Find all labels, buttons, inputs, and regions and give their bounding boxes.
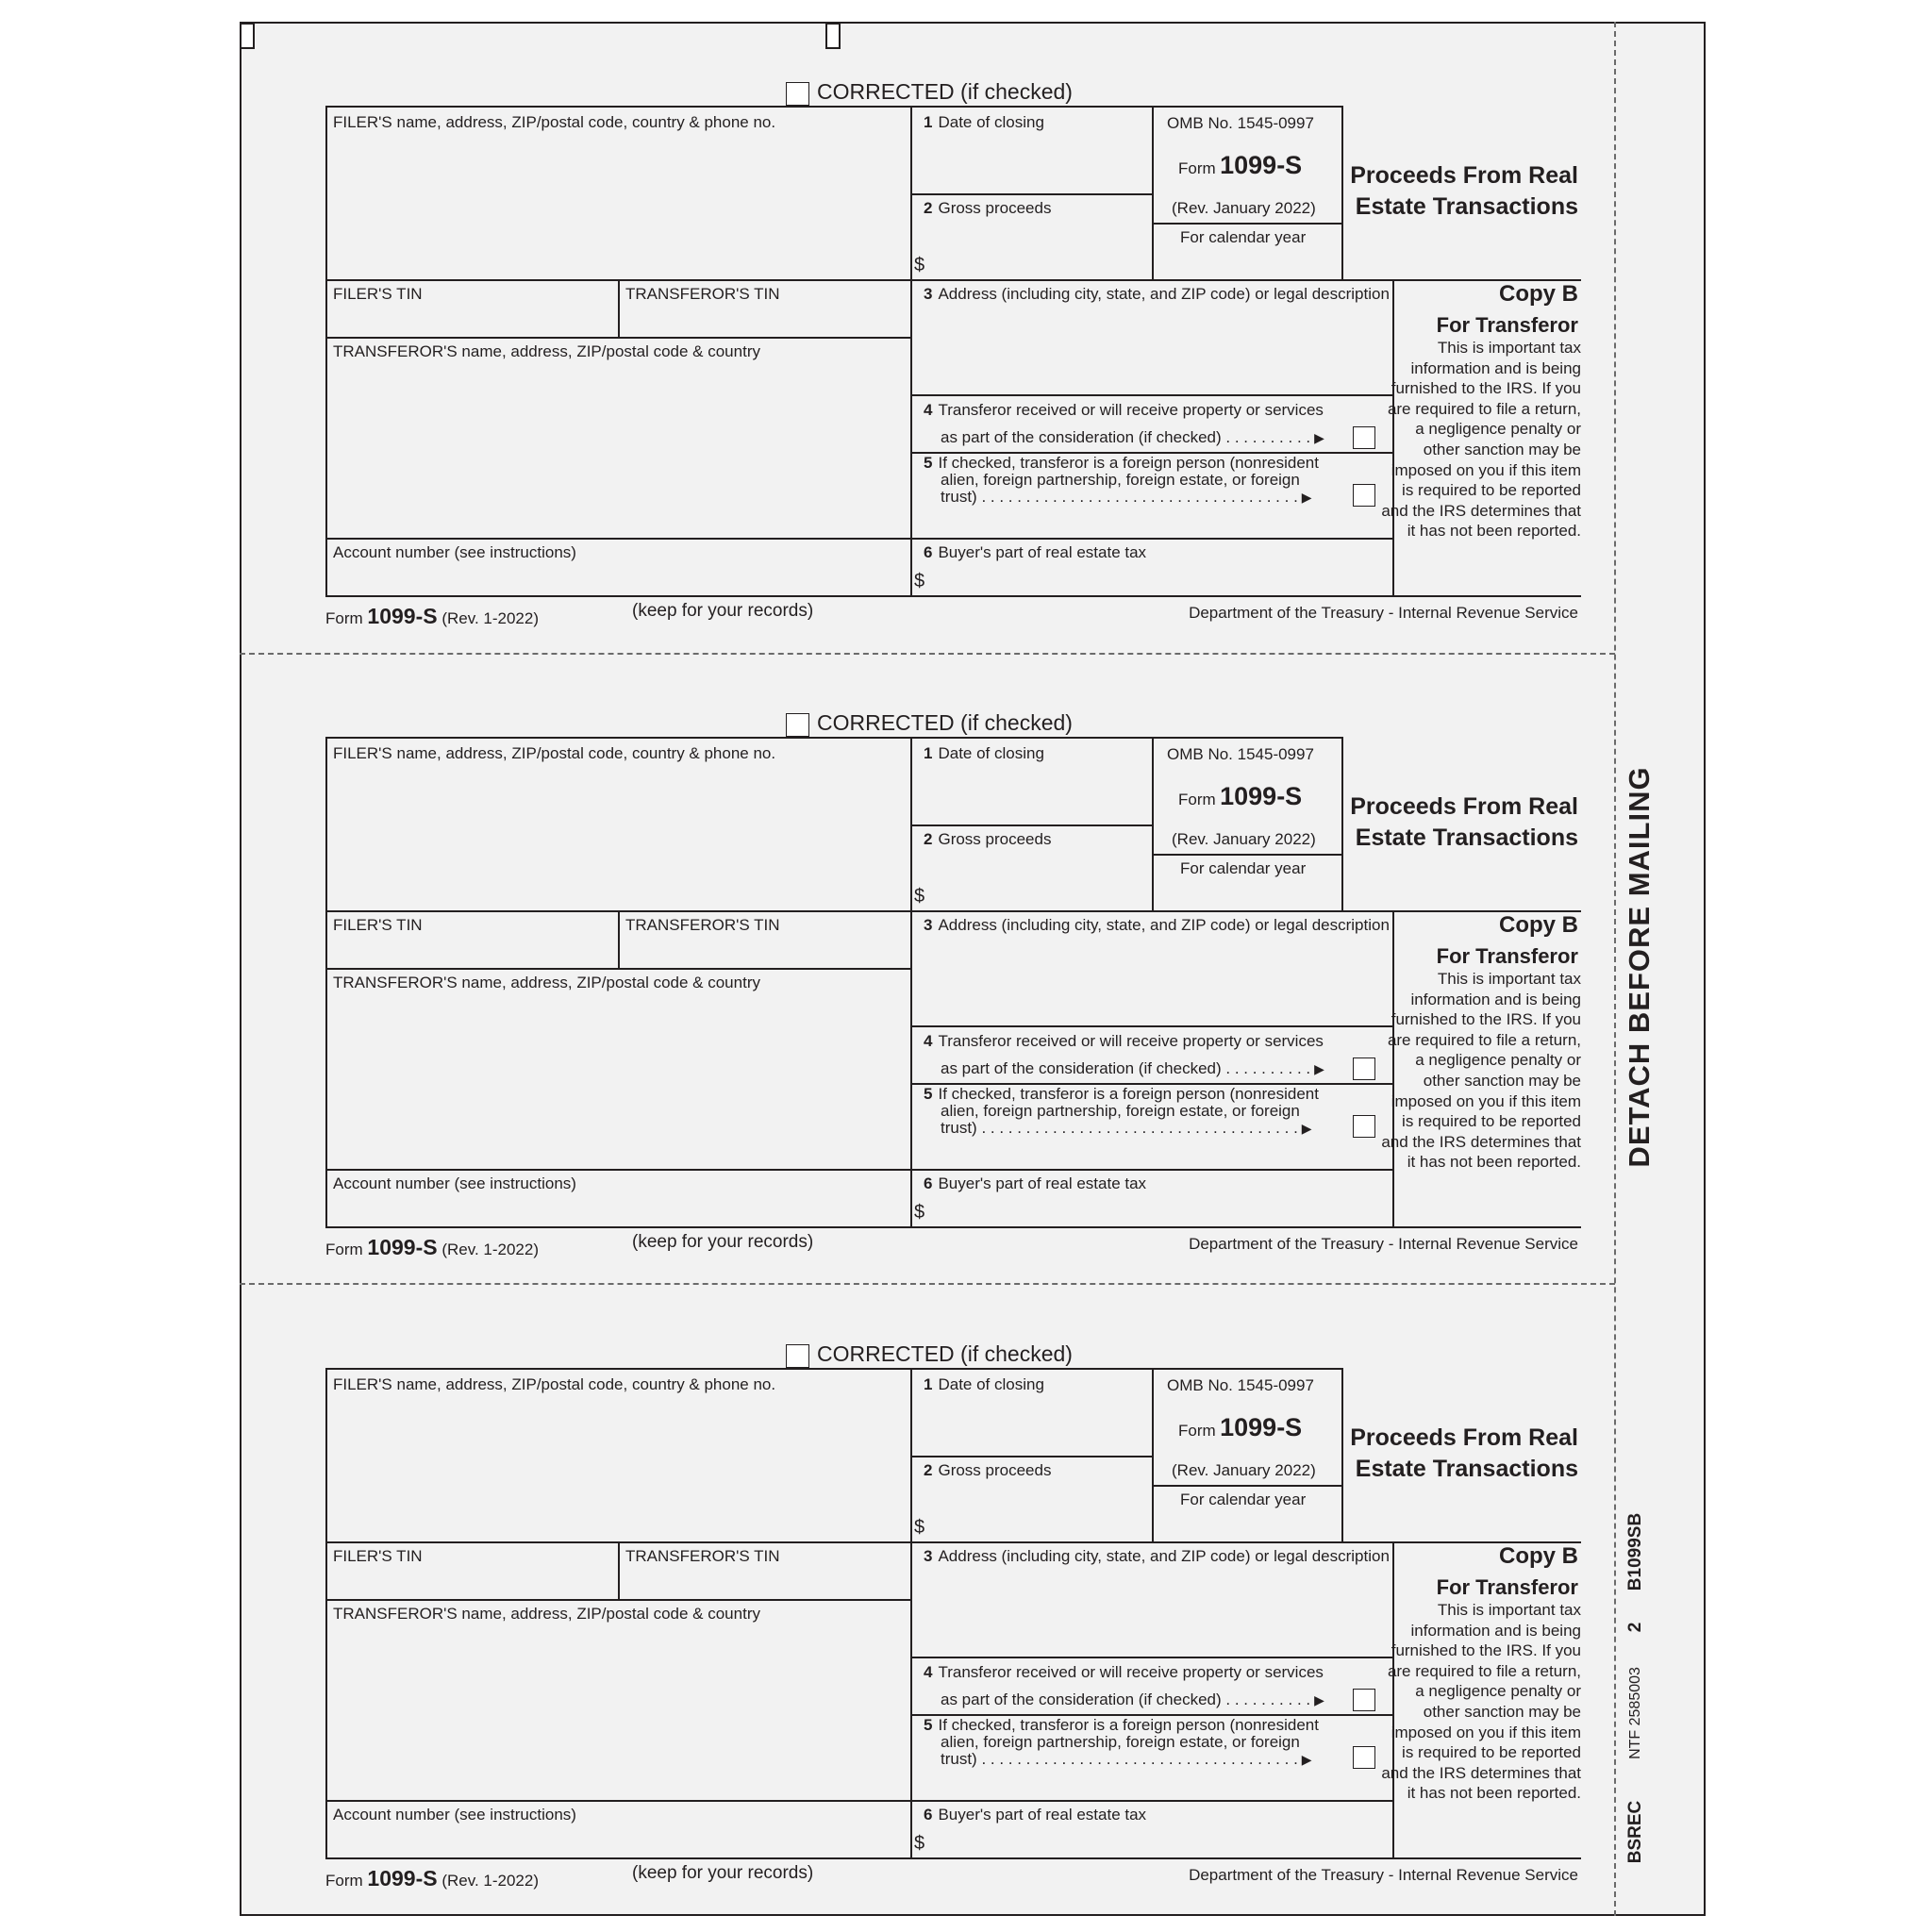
footer-department: Department of the Treasury - Internal Revenue Service <box>1189 1866 1578 1884</box>
box-number: 2 <box>924 199 933 217</box>
form-number <box>1178 151 1302 180</box>
box-number: 2 <box>924 830 933 848</box>
box-number: 6 <box>924 1174 933 1192</box>
keep-records-note: (keep for your records) <box>632 1863 814 1883</box>
form-1099s-copy <box>0 1262 1932 1894</box>
footer-department: Department of the Treasury - Internal Revenue Service <box>1189 1235 1578 1253</box>
transferor-name-field[interactable]: TRANSFEROR'S name, address, ZIP/postal code & country <box>333 974 760 991</box>
transferor-tin-field[interactable]: TRANSFEROR'S TIN <box>625 1547 780 1565</box>
grid-line <box>910 1025 1392 1027</box>
footer-form-id <box>325 1235 539 1260</box>
grid-line <box>1152 1485 1342 1487</box>
transferor-tin-field[interactable]: TRANSFEROR'S TIN <box>625 285 780 303</box>
grid-line <box>618 1541 620 1600</box>
grid-line <box>325 106 1342 108</box>
gross-proceeds-field[interactable] <box>924 199 1051 218</box>
dollar-sign: $ <box>914 886 925 907</box>
box-label: trust) . . . . . . . . . . . . . . . . . . . . . . . . . . . . . . . . . . . . <box>941 1750 1298 1768</box>
box-label: as part of the consideration (if checked) . . . . . . . . . . <box>941 1690 1311 1708</box>
arrow-right-icon: ▶ <box>1301 490 1312 505</box>
for-transferor-label: For Transferor <box>1436 313 1578 337</box>
form-word: Form <box>1178 1422 1216 1440</box>
account-number-field[interactable]: Account number (see instructions) <box>333 1806 576 1824</box>
grid-line <box>325 1800 1392 1802</box>
box-label: as part of the consideration (if checked) . . . . . . . . . . <box>941 428 1311 446</box>
box-label: Date of closing <box>938 113 1044 131</box>
box-label: Buyer's part of real estate tax <box>938 1806 1147 1824</box>
form-number-value: 1099-S <box>1220 782 1303 810</box>
box5-label-line3 <box>941 1120 1312 1137</box>
footer-form-word: Form <box>325 1241 363 1258</box>
grid-line <box>1152 854 1342 856</box>
account-number-field[interactable]: Account number (see instructions) <box>333 1174 576 1192</box>
box-label: Transferor received or will receive property or services <box>938 1663 1324 1681</box>
grid-line <box>325 737 1342 739</box>
arrow-right-icon: ▶ <box>1314 430 1324 445</box>
box-label: Gross proceeds <box>938 830 1052 848</box>
form-title-line1: Proceeds From Real <box>1350 793 1578 820</box>
footer-form-word: Form <box>325 609 363 627</box>
filer-tin-field[interactable]: FILER'S TIN <box>333 1547 423 1565</box>
calendar-year-field[interactable]: For calendar year <box>1180 859 1307 877</box>
footer-revision: (Rev. 1-2022) <box>441 1241 539 1258</box>
box4-label <box>924 401 1324 420</box>
box5-label-line2: alien, foreign partnership, foreign estate, or foreign <box>941 1733 1300 1751</box>
revision-date: (Rev. January 2022) <box>1172 1461 1316 1479</box>
form-number <box>1178 1413 1302 1442</box>
footer-revision: (Rev. 1-2022) <box>441 1872 539 1890</box>
box5-label <box>924 1717 1319 1734</box>
calendar-year-field[interactable]: For calendar year <box>1180 228 1307 246</box>
important-tax-notice: This is important tax information and is being furnished to the IRS. If you are required to file a return, a negligence penalty or other sanction may be imposed on you if this item is required to be reported and the IRS determines that it has not been reported. <box>1381 1601 1581 1803</box>
property-address-field[interactable] <box>924 285 1390 304</box>
box-number: 5 <box>924 1085 933 1103</box>
box-label: Transferor received or will receive property or services <box>938 1032 1324 1050</box>
box-number: 4 <box>924 1032 933 1050</box>
form-1099s-copy <box>0 631 1932 1263</box>
grid-line <box>1152 223 1342 225</box>
form-title-line2: Estate Transactions <box>1355 1456 1578 1482</box>
corrected-label: CORRECTED (if checked) <box>817 710 1073 735</box>
arrow-right-icon: ▶ <box>1314 1061 1324 1076</box>
corrected-checkbox[interactable] <box>786 1344 809 1368</box>
form-1099s-copy <box>0 0 1932 632</box>
gross-proceeds-field[interactable] <box>924 830 1051 849</box>
property-address-field[interactable] <box>924 1547 1390 1566</box>
filer-name-field[interactable]: FILER'S name, address, ZIP/postal code, country & phone no. <box>333 744 776 762</box>
grid-line <box>618 279 620 338</box>
grid-line <box>910 737 912 1227</box>
copy-b-label: Copy B <box>1499 1543 1578 1569</box>
box-number: 5 <box>924 454 933 472</box>
box5-label-line2: alien, foreign partnership, foreign estate, or foreign <box>941 1102 1300 1120</box>
box-label: Gross proceeds <box>938 199 1052 217</box>
revision-date: (Rev. January 2022) <box>1172 199 1316 217</box>
footer-form-number: 1099-S <box>367 1235 438 1259</box>
grid-line <box>325 1368 327 1858</box>
important-tax-notice: This is important tax information and is being furnished to the IRS. If you are required to file a return, a negligence penalty or other sanction may be imposed on you if this item is required to be reported and the IRS determines that it has not been reported. <box>1381 339 1581 541</box>
revision-date: (Rev. January 2022) <box>1172 830 1316 848</box>
box-number: 3 <box>924 285 933 303</box>
box-label: Buyer's part of real estate tax <box>938 1174 1147 1192</box>
box5-label-line3 <box>941 1751 1312 1768</box>
foreign-person-checkbox[interactable] <box>1353 1746 1375 1769</box>
corrected-label: CORRECTED (if checked) <box>817 1341 1073 1366</box>
footer-form-number: 1099-S <box>367 604 438 628</box>
box4-label-line2 <box>941 1690 1324 1709</box>
box-label: If checked, transferor is a foreign person (nonresident <box>938 1085 1319 1103</box>
property-services-checkbox[interactable] <box>1353 1689 1375 1711</box>
grid-line <box>1341 737 1343 911</box>
account-number-field[interactable]: Account number (see instructions) <box>333 543 576 561</box>
footer-form-id <box>325 604 539 629</box>
omb-number: OMB No. 1545-0997 <box>1167 745 1314 763</box>
form-title-line1: Proceeds From Real <box>1350 162 1578 189</box>
footer-form-number: 1099-S <box>367 1866 438 1890</box>
arrow-right-icon: ▶ <box>1301 1121 1312 1136</box>
form-title-line1: Proceeds From Real <box>1350 1424 1578 1451</box>
grid-line <box>910 1456 1152 1457</box>
grid-line <box>1341 1368 1343 1542</box>
box-label: If checked, transferor is a foreign person (nonresident <box>938 454 1319 472</box>
corrected-checkbox[interactable] <box>786 713 809 737</box>
filer-name-field[interactable]: FILER'S name, address, ZIP/postal code, country & phone no. <box>333 113 776 131</box>
dollar-sign: $ <box>914 1833 925 1854</box>
foreign-person-checkbox[interactable] <box>1353 1115 1375 1138</box>
grid-line <box>910 1368 912 1858</box>
form-title-line2: Estate Transactions <box>1355 824 1578 851</box>
grid-line <box>325 737 327 1227</box>
form-number <box>1178 782 1302 811</box>
grid-line <box>910 394 1392 396</box>
box5-label-line2: alien, foreign partnership, foreign estate, or foreign <box>941 471 1300 489</box>
grid-line <box>1152 1368 1154 1542</box>
grid-line <box>618 910 620 969</box>
grid-line <box>1341 106 1343 280</box>
footer-department: Department of the Treasury - Internal Revenue Service <box>1189 604 1578 622</box>
grid-line <box>1152 106 1154 280</box>
filer-tin-field[interactable]: FILER'S TIN <box>333 285 423 303</box>
footer-form-id <box>325 1866 539 1891</box>
date-of-closing-field[interactable] <box>924 1375 1044 1394</box>
for-transferor-label: For Transferor <box>1436 1575 1578 1599</box>
corrected-checkbox[interactable] <box>786 82 809 106</box>
filer-name-field[interactable]: FILER'S name, address, ZIP/postal code, country & phone no. <box>333 1375 776 1393</box>
dollar-sign: $ <box>914 1202 925 1223</box>
box-label: as part of the consideration (if checked) . . . . . . . . . . <box>941 1059 1311 1077</box>
date-of-closing-field[interactable] <box>924 744 1044 763</box>
footer-form-word: Form <box>325 1872 363 1890</box>
box-number: 4 <box>924 1663 933 1681</box>
form-title-line2: Estate Transactions <box>1355 193 1578 220</box>
footer-revision: (Rev. 1-2022) <box>441 609 539 627</box>
form-title <box>1350 791 1578 854</box>
grid-line <box>910 824 1152 826</box>
keep-records-note: (keep for your records) <box>632 601 814 621</box>
form-code-bsrec: BSREC <box>1625 1800 1645 1864</box>
grid-line <box>910 193 1152 195</box>
grid-line <box>910 1657 1392 1658</box>
box4-label-line2 <box>941 428 1324 447</box>
box-number: 6 <box>924 543 933 561</box>
buyer-real-estate-tax-field[interactable] <box>924 1174 1146 1193</box>
box-label: Gross proceeds <box>938 1461 1052 1479</box>
box5-label-line3 <box>941 489 1312 506</box>
box-number: 3 <box>924 1547 933 1565</box>
arrow-right-icon: ▶ <box>1314 1692 1324 1707</box>
box-number: 1 <box>924 744 933 762</box>
box-label: trust) . . . . . . . . . . . . . . . . . . . . . . . . . . . . . . . . . . . . <box>941 488 1298 506</box>
grid-line <box>910 106 912 596</box>
form-number-value: 1099-S <box>1220 1413 1303 1441</box>
gross-proceeds-field[interactable] <box>924 1461 1051 1480</box>
form-code-2: 2 <box>1625 1622 1645 1633</box>
box-label: Address (including city, state, and ZIP code) or legal description <box>938 285 1390 303</box>
corrected-label: CORRECTED (if checked) <box>817 79 1073 104</box>
box-label: Transferor received or will receive property or services <box>938 401 1324 419</box>
grid-line <box>325 106 327 596</box>
property-address-field[interactable] <box>924 916 1390 935</box>
box-label: Date of closing <box>938 1375 1044 1393</box>
copy-b-label: Copy B <box>1499 912 1578 938</box>
form-title <box>1350 160 1578 223</box>
grid-line <box>325 1368 1342 1370</box>
box-label: trust) . . . . . . . . . . . . . . . . . . . . . . . . . . . . . . . . . . . . <box>941 1119 1298 1137</box>
omb-number: OMB No. 1545-0997 <box>1167 1376 1314 1394</box>
dollar-sign: $ <box>914 255 925 275</box>
box-number: 1 <box>924 113 933 131</box>
dollar-sign: $ <box>914 571 925 591</box>
form-number-value: 1099-S <box>1220 151 1303 179</box>
grid-line <box>325 538 1392 540</box>
form-title <box>1350 1423 1578 1485</box>
grid-line <box>325 1169 1392 1171</box>
date-of-closing-field[interactable] <box>924 113 1044 132</box>
foreign-person-checkbox[interactable] <box>1353 484 1375 507</box>
box-label: If checked, transferor is a foreign person (nonresident <box>938 1716 1319 1734</box>
box-number: 6 <box>924 1806 933 1824</box>
box-label: Address (including city, state, and ZIP code) or legal description <box>938 916 1390 934</box>
form-code-ntf: NTF 2585003 <box>1627 1667 1643 1759</box>
box4-label <box>924 1032 1324 1051</box>
box-label: Buyer's part of real estate tax <box>938 543 1147 561</box>
property-services-checkbox[interactable] <box>1353 1058 1375 1080</box>
omb-number: OMB No. 1545-0997 <box>1167 114 1314 132</box>
filer-tin-field[interactable]: FILER'S TIN <box>333 916 423 934</box>
form-word: Form <box>1178 791 1216 808</box>
transferor-name-field[interactable]: TRANSFEROR'S name, address, ZIP/postal code & country <box>333 1605 760 1623</box>
calendar-year-field[interactable]: For calendar year <box>1180 1491 1307 1508</box>
form-word: Form <box>1178 159 1216 177</box>
important-tax-notice: This is important tax information and is being furnished to the IRS. If you are required to file a return, a negligence penalty or other sanction may be imposed on you if this item is required to be reported and the IRS determines that it has not been reported. <box>1381 970 1581 1172</box>
buyer-real-estate-tax-field[interactable] <box>924 543 1146 562</box>
grid-line <box>1152 737 1154 911</box>
keep-records-note: (keep for your records) <box>632 1232 814 1252</box>
box-number: 2 <box>924 1461 933 1479</box>
arrow-right-icon: ▶ <box>1301 1752 1312 1767</box>
box4-label <box>924 1663 1324 1682</box>
box-label: Date of closing <box>938 744 1044 762</box>
transferor-name-field[interactable]: TRANSFEROR'S name, address, ZIP/postal code & country <box>333 342 760 360</box>
box-number: 4 <box>924 401 933 419</box>
buyer-real-estate-tax-field[interactable] <box>924 1806 1146 1824</box>
box-number: 5 <box>924 1716 933 1734</box>
box-number: 3 <box>924 916 933 934</box>
dollar-sign: $ <box>914 1517 925 1538</box>
form-code-b1099sb: B1099SB <box>1625 1512 1645 1591</box>
box5-label <box>924 1086 1319 1103</box>
property-services-checkbox[interactable] <box>1353 426 1375 449</box>
box-label: Address (including city, state, and ZIP code) or legal description <box>938 1547 1390 1565</box>
detach-before-mailing-text: DETACH BEFORE MAILING <box>1623 766 1656 1168</box>
box5-label <box>924 455 1319 472</box>
for-transferor-label: For Transferor <box>1436 944 1578 968</box>
copy-b-label: Copy B <box>1499 281 1578 307</box>
transferor-tin-field[interactable]: TRANSFEROR'S TIN <box>625 916 780 934</box>
box4-label-line2 <box>941 1059 1324 1078</box>
box-number: 1 <box>924 1375 933 1393</box>
